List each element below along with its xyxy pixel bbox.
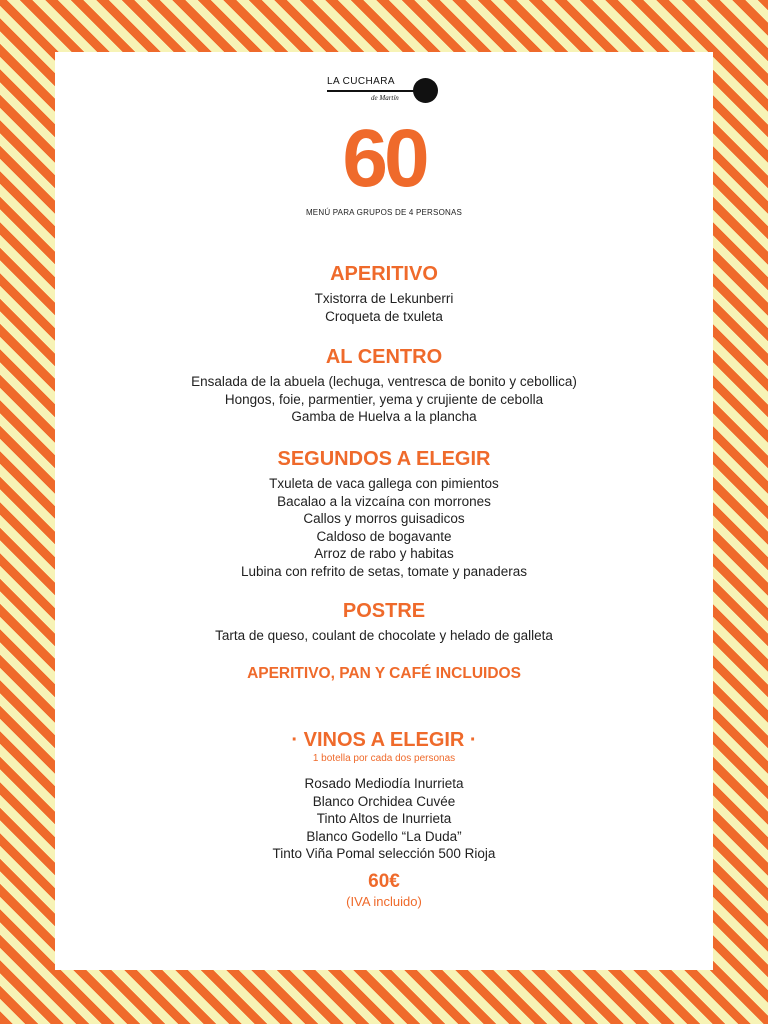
spoon-icon [413,78,438,103]
menu-item: Gamba de Huelva a la plancha [291,409,477,424]
logo-name: LA CUCHARA [327,76,395,87]
menu-item: Ensalada de la abuela (lechuga, ventresca de bonito y cebollica) [191,374,577,389]
section-postre [55,599,713,645]
wine-item: Blanco Godello “La Duda” [306,828,462,844]
menu-item: Tarta de queso, coulant de chocolate y helado de galleta [215,628,553,643]
wine-item: Tinto Altos de Inurrieta [316,811,452,826]
menu-item: Callos y morros guisadicos [303,511,465,526]
wine-item: Rosado Mediodía Inurrieta [304,776,464,791]
menu-item: Bacalao a la vizcaína con morrones [277,493,491,509]
menu-item: Lubina con refrito de setas, tomate y panaderas [241,563,527,579]
wine-item: Blanco Orchidea Cuvée [312,793,456,809]
wines-heading: · VINOS A ELEGIR · [291,729,477,751]
menu-price-title: 60 [342,113,426,204]
wine-item: Tinto Viña Pomal selección 500 Rioja [272,846,496,861]
included-note: APERITIVO, PAN Y CAFÉ INCLUIDOS [247,665,521,682]
menu-item: Txuleta de vaca gallega con pimientos [269,476,499,491]
section-segundos [55,447,713,580]
section-heading: SEGUNDOS A ELEGIR [277,448,491,470]
section-wines [55,728,713,863]
section-aperitivo [55,262,713,325]
spoon-handle [327,90,419,92]
section-al-centro [55,345,713,426]
menu-item: Caldoso de bogavante [316,528,452,544]
wines-note: 1 botella por cada dos personas [312,753,456,764]
menu-subtitle: MENÚ PARA GRUPOS DE 4 PERSONAS [305,208,463,217]
price-note: (IVA incluido) [346,894,422,909]
section-heading: AL CENTRO [325,346,443,368]
menu-item: Arroz de rabo y habitas [314,546,454,561]
menu-card [55,52,713,970]
section-heading: POSTRE [342,600,426,622]
restaurant-logo [327,74,441,110]
price: 60€ [368,871,400,892]
menu-item: Txistorra de Lekunberri [314,291,454,306]
menu-item: Hongos, foie, parmentier, yema y crujiente de cebolla [224,391,544,407]
menu-item: Croqueta de txuleta [325,308,443,324]
logo-subtitle: de Martín [371,94,399,102]
section-heading: APERITIVO [330,263,438,285]
